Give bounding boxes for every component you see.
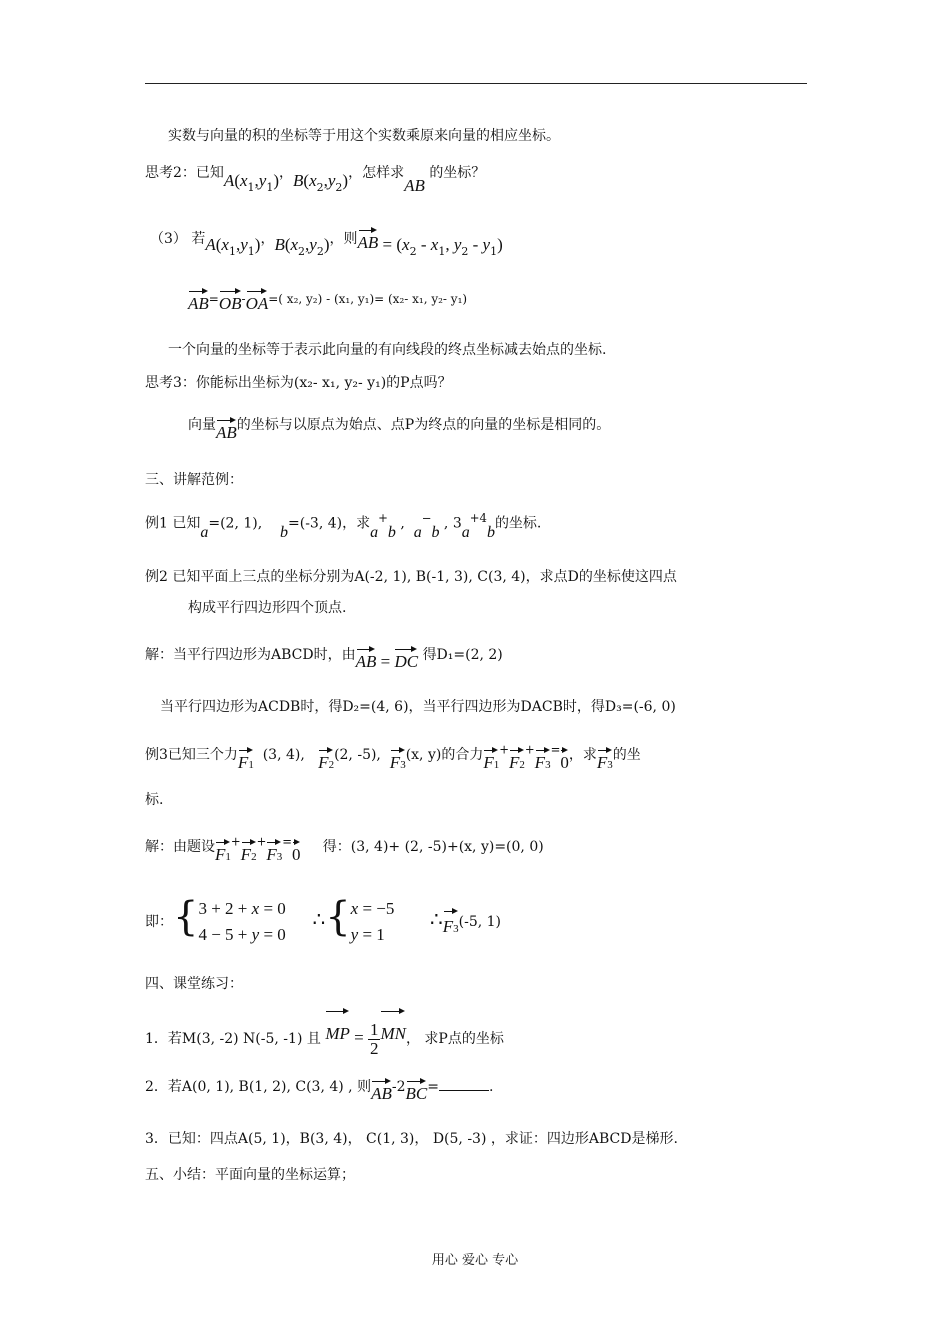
text-line: 实数与向量的积的坐标等于用这个实数乘原来向量的相应坐标。 [168,128,560,144]
solution-system: x = −5 y = 1 [350,899,395,944]
solution3-system: 即：{3 + 2 + x = 0 4 − 5 + y = 0 ∴{x = −5 y = 1 ∴F3(-5, 1) [145,893,501,948]
equation-system: 3 + 2 + x = 0 4 − 5 + y = 0 [198,899,286,944]
section-heading: 五、小结：平面向量的坐标运算； [145,1167,355,1183]
think2-line: 思考2：已知$A(x_1,y_1)$，$B(x_2,y_2)$，怎样求AB 的坐标？ [145,165,486,195]
vec-same-line: 向量AB的坐标与以原点为始点、点P为终点的向量的坐标是相同的。 [188,417,611,442]
example2-line: 例2 已知平面上三点的坐标分别为A(-2, 1), B(-1, 3), C(3, 4)，求点D的坐标使这四点 [145,569,677,585]
fraction-half: $\frac{1}{2}$ [369,1019,379,1058]
solution2-line: 解：当平行四边形为ABCD时，由AB = DC 得D₁=(2, 2) [145,647,503,671]
example3-line: 例3已知三个力F1 (3, 4), F2(2, -5), F3(x, y)的合力F1+F2+F3=0，求F3的坐 [145,738,641,766]
header-rule [145,83,807,84]
section-heading: 四、课堂练习： [145,976,243,992]
practice2-line: 2．若A(0, 1), B(1, 2), C(3, 4) , 则AB-2BC= . [145,1079,494,1103]
practice3-line: 3．已知：四点A(5, 1)，B(3, 4)， C(1, 3)， D(5, -3) ，求证：四边形ABCD是梯形. [145,1131,678,1147]
text-line: 思考3：你能标出坐标为(x₂- x₁, y₂- y₁)的P点吗？ [145,375,452,391]
practice1-line: 1．若M(3, -2) N(-5, -1) 且 MP = $\frac{1}{2}$ MN， 求P点的坐标 [145,1012,504,1059]
solution2-line: 当平行四边形为ACDB时，得D₂=(4, 6)，当平行四边形为DACB时，得D₃=(-6, 0) [160,699,676,715]
rule3-line: （3） 若$A(x_1,y_1)$，$B(x_2,y_2)$，则AB = ($x_2 - x_1$, $y_2 - y_1$) [150,222,503,250]
section-heading: 三、讲解范例： [145,472,243,488]
text-line: 一个向量的坐标等于表示此向量的有向线段的终点坐标减去始点的坐标. [168,342,607,358]
solution3-line: 解：由题设F1+F2+F3=0 得：(3, 4)+ (2, -5)+(x, y)=(0, 0) [145,830,544,858]
answer-blank [439,1090,489,1091]
example1-line: 例1 已知a=(2, 1), b=(-3, 4)，求a+b , a−b , $3a^{+4}b$的坐标. [145,511,542,541]
page-footer: 用心 爱心 专心 [431,1253,519,1268]
ab-expand-line: AB=OB-OA=( x₂, y₂) - (x₁, y₁)= (x₂- x₁, y₂- y₁) [188,282,467,309]
example2-line: 构成平行四边形四个顶点. [188,600,347,616]
example3-line: 标. [145,792,164,808]
